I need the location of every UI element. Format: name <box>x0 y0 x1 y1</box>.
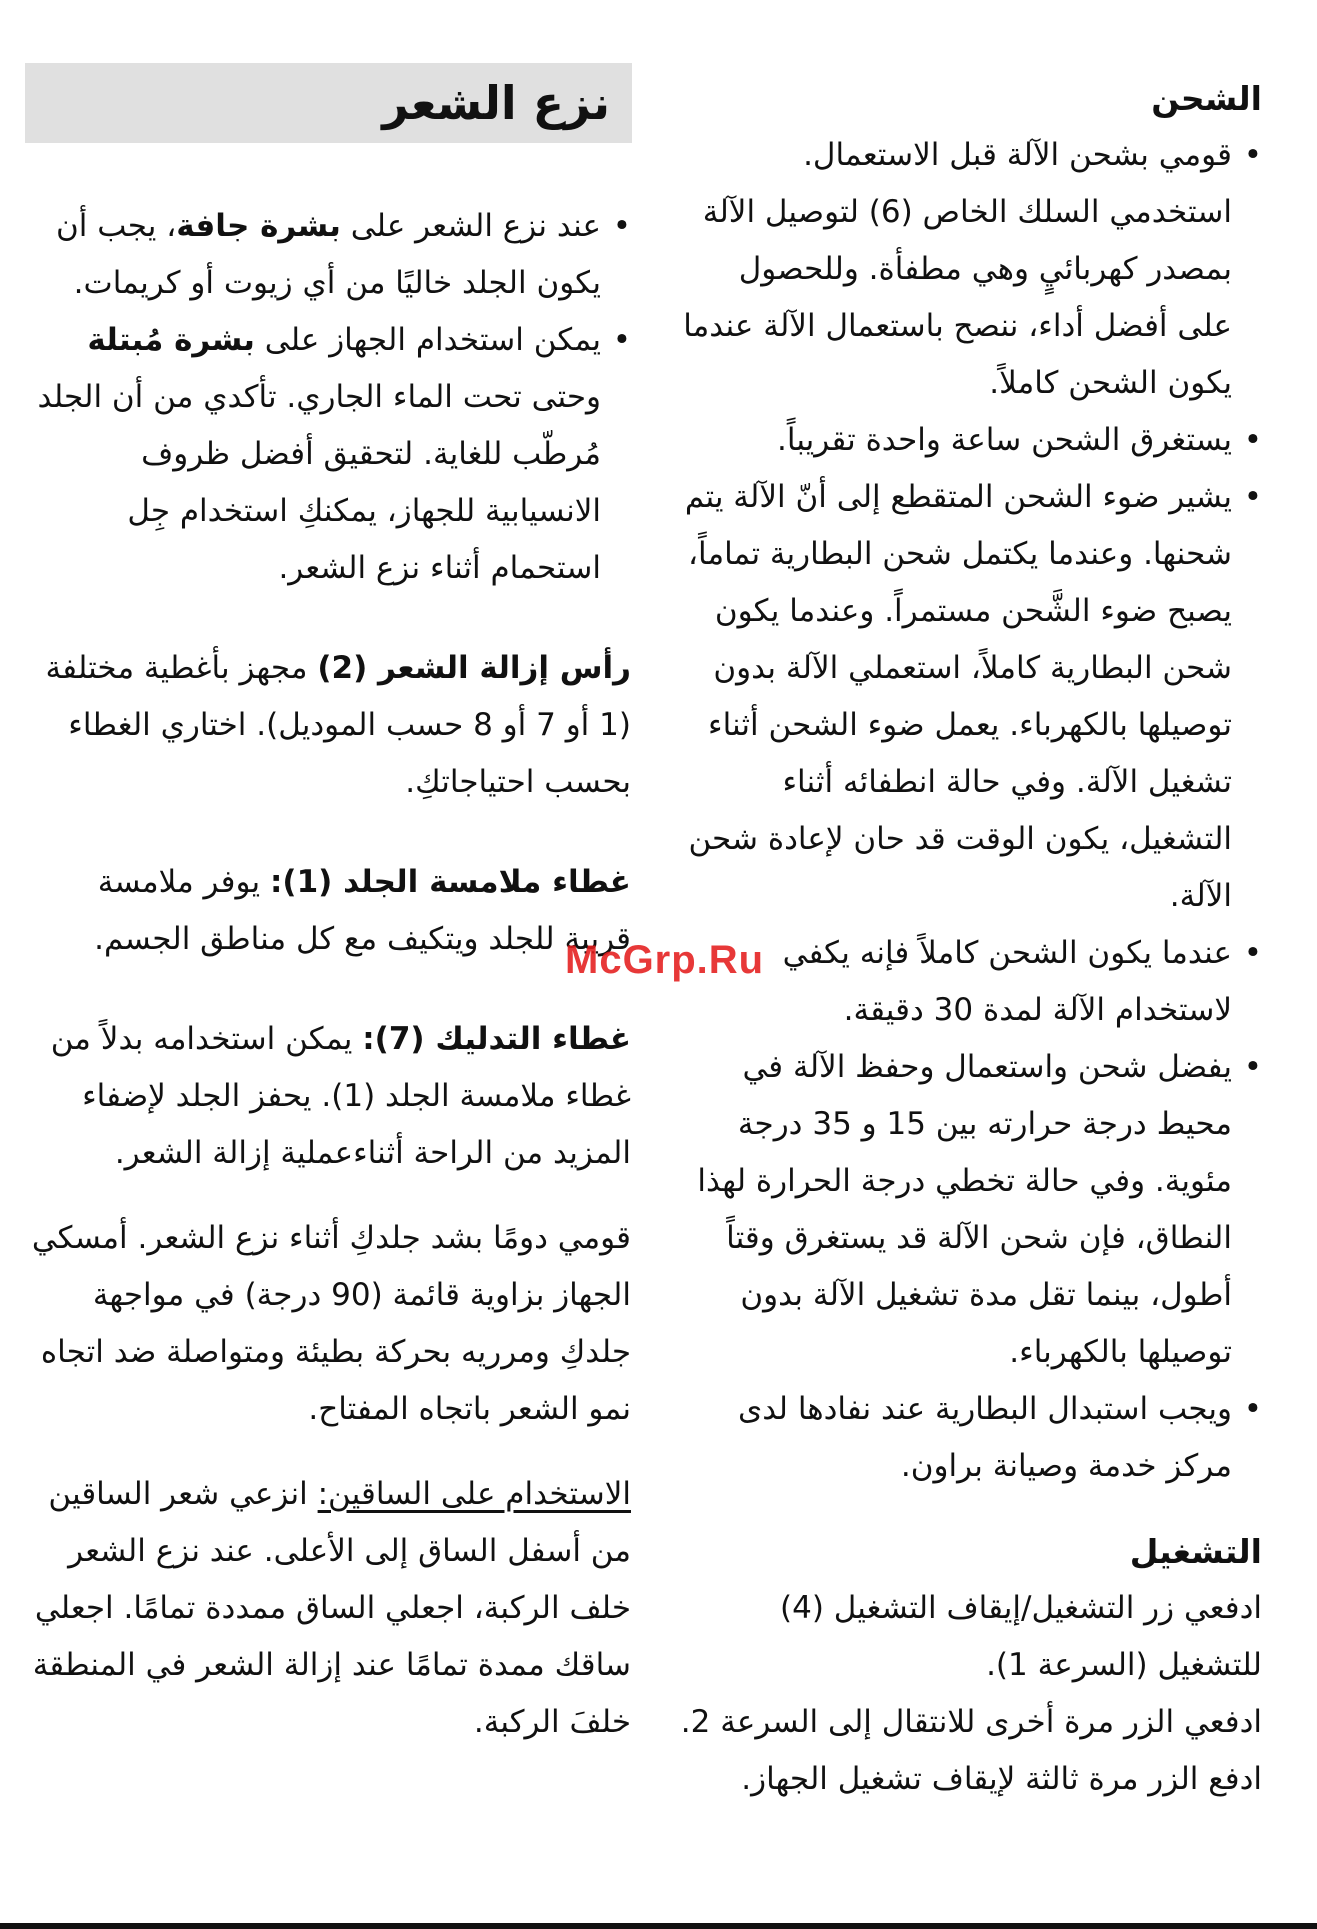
operation-heading: التشغيل <box>1129 1532 1262 1571</box>
dry-skin-emphasis: بشرة جافة <box>176 208 341 244</box>
watermark: McGrp.Ru <box>565 938 765 982</box>
section-title-band <box>25 63 632 143</box>
massage-cap-paragraph: غطاء التدليك (7): يمكن استخدامه بدلاً من غطاء ملامسة الجلد (1). يحفز الجلد لإضفاء المزيد من الراحة أثناءعملية إزالة الشعر. <box>50 1021 631 1171</box>
charging-item: • عندما يكون الشحن كاملاً فإنه يكفي لاستخدام الآلة لمدة 30 دقيقة. <box>680 925 1262 1039</box>
operation-paragraph: ادفعي الزر مرة أخرى للانتقال إلى السرعة 2. <box>680 1704 1262 1740</box>
skin-tension-paragraph: قومي دومًا بشد جلدكِ أثناء نزع الشعر. أمسكي الجهاز بزاوية قائمة (90 درجة) في مواجهة جلدكِ ومرريه بحركة بطيئة ومتواصلة ضد اتجاه نمو الشعر باتجاه المفتاح. <box>31 1220 631 1427</box>
legs-usage-label: الاستخدام على الساقين: <box>317 1476 631 1512</box>
epilation-head-label: رأس إزالة الشعر (2) <box>317 650 631 686</box>
charging-item: • يستغرق الشحن ساعة واحدة تقريباً. <box>680 412 1262 469</box>
wet-skin-emphasis: بشرة مُبتلة <box>87 322 255 358</box>
legs-usage-paragraph: الاستخدام على الساقين: انزعي شعر الساقين من أسفل الساق إلى الأعلى. عند نزع الشعر خلف الركبة، اجعلي الساق ممددة تمامًا. اجعلي ساقك ممدة تمامًا عند إزالة الشعر في المنطقة خلفَ الركبة. <box>32 1476 631 1740</box>
charging-item: • ويجب استبدال البطارية عند نفادها لدى مركز خدمة وصيانة براون. <box>680 1381 1262 1495</box>
page-bottom-rule <box>0 1923 1317 1929</box>
charging-item: • يشير ضوء الشحن المتقطع إلى أنّ الآلة يتم شحنها. وعندما يكتمل شحن البطارية تماماً، يصبح ضوء الشَّحن مستمراً. وعندما يكون شحن البطارية كاملاً، استعملي الآلة بدون توصيلها بالكهرباء. يعمل ضوء الشحن أثناء تشغيل الآلة. وفي حالة انطفائه أثناء التشغيل، يكون الوقت قد حان لإعادة شحن الآلة. <box>680 469 1262 925</box>
operation-paragraph: ادفعي زر التشغيل/إيقاف التشغيل (4) للتشغيل (السرعة 1). <box>780 1590 1262 1683</box>
skin-contact-cap-label: غطاء ملامسة الجلد (1): <box>269 864 631 900</box>
epilation-list <box>27 198 631 597</box>
epilation-head-paragraph: رأس إزالة الشعر (2) مجهز بأغطية مختلفة (1 أو 7 أو 8 حسب الموديل). اختاري الغطاء بحسب احتياجاتكِ. <box>45 650 631 800</box>
charging-column <box>680 70 1262 1808</box>
massage-cap-label: غطاء التدليك (7): <box>362 1021 631 1057</box>
charging-item: • قومي بشحن الآلة قبل الاستعمال. استخدمي السلك الخاص (6) لتوصيل الآلة بمصدر كهربائيٍ وهي مطفأة. وللحصول على أفضل أداء، ننصح باستعمال الآلة عندما يكون الشحن كاملاً. <box>680 127 1262 412</box>
section-title: نزع الشعر <box>382 76 610 130</box>
charging-list <box>680 127 1262 1495</box>
epilation-column <box>27 198 631 1751</box>
charging-item: • يفضل شحن واستعمال وحفظ الآلة في محيط درجة حرارته بين 15 و 35 درجة مئوية. وفي حالة تخطي درجة الحرارة لهذا النطاق، فإن شحن الآلة قد يستغرق وقتاً أطول، بينما تقل مدة تشغيل الآلة بدون توصيلها بالكهرباء. <box>680 1039 1262 1381</box>
wet-skin-item: • يمكن استخدام الجهاز على بشرة مُبتلة وحتى تحت الماء الجاري. تأكدي من أن الجلد مُرطّب للغاية. لتحقيق أفضل ظروف الانسيابية للجهاز، يمكنكِ استخدام جِل استحمام أثناء نزع الشعر. <box>27 312 631 597</box>
skin-contact-cap-paragraph: غطاء ملامسة الجلد (1): يوفر ملامسة قريبة للجلد ويتكيف مع كل مناطق الجسم. <box>94 864 631 957</box>
dry-skin-item: • عند نزع الشعر على بشرة جافة، يجب أن يكون الجلد خاليًا من أي زيوت أو كريمات. <box>27 198 631 312</box>
charging-heading: الشحن <box>1151 79 1262 118</box>
operation-paragraph: ادفع الزر مرة ثالثة لإيقاف تشغيل الجهاز. <box>741 1761 1262 1797</box>
